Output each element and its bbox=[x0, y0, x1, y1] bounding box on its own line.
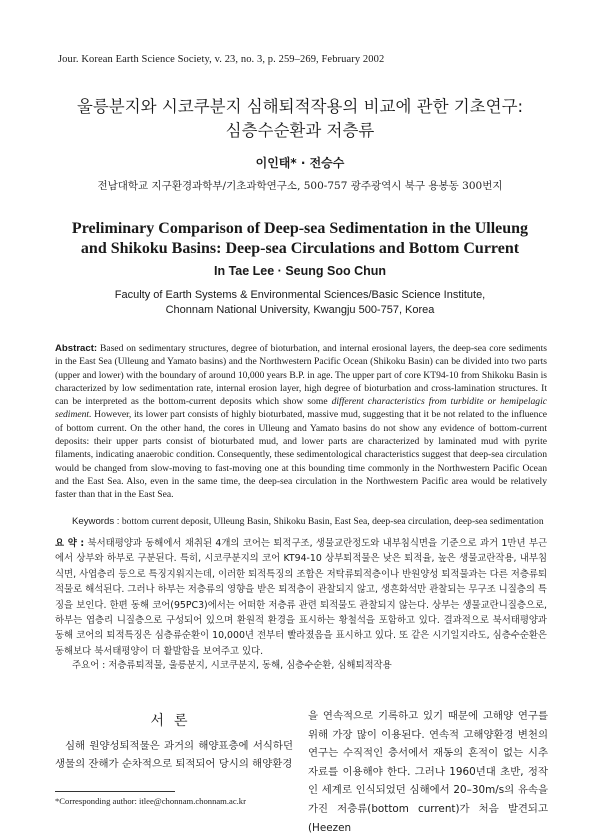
english-title-line1: Preliminary Comparison of Deep-sea Sedimentation in the Ulleung bbox=[71, 220, 529, 237]
korean-title-line2: 심층수순환과 저층류 bbox=[225, 121, 375, 140]
keywords-text: bottom current deposit, Ulleung Basin, Shikoku Basin, East Sea, deep-sea circulation, deep-sea sedimentation bbox=[119, 516, 544, 527]
english-title-line2: and Shikoku Basins: Deep-sea Circulations and Bottom Current bbox=[80, 240, 520, 257]
keywords-label: Keywords : bbox=[72, 516, 120, 527]
english-affiliation-line2: Chonnam National University, Kwangju 500-757, Korea bbox=[165, 304, 435, 316]
intro-paragraph-right: 을 연속적으로 기록하고 있기 때문에 고해양 연구를 위해 가장 많이 이용된다. 연속적 고해양환경 변천의 연구는 수직적인 층서에서 재동의 흔적이 없는 시추자료를 이용해야 한다. 그러나 1960년대 초반, 정작인 세계로 인식되었던 심해에서 20–30m/s의 유속을 가진 저층류(bottom current)가 처음 발견되고(Heezen bbox=[308, 710, 548, 834]
abstract-label: Abstract: bbox=[55, 343, 98, 354]
korean-title bbox=[0, 95, 600, 143]
korean-title-line1: 울릉분지와 시코쿠분지 심해퇴적작용의 비교에 관한 기초연구: bbox=[76, 97, 524, 116]
journal-citation: Jour. Korean Earth Science Society, v. 23, no. 3, p. 259–269, February 2002 bbox=[58, 54, 385, 65]
abstract-text-1: Based on sedimentary structures, degree of bioturbation, and internal erosional layers, the deep-sea core sediments in the East Sea (Ulleung and Yamato basins) and the Northwestern Pacific Ocean (Shikoku Basin) can be divided into two parts (upper and lower) with the boundary of around 10,000 years B.P. in age. The upper part of core KT94-10 from Shikoku Basin is characterized by low sedimentation rate, internal erosion layer, high degree of bioturbation and cross-lamination structures. It can be interpreted as the bottom-current deposits which show some bbox=[55, 343, 547, 408]
korean-authors: 이인태* · 전승수 bbox=[255, 156, 345, 170]
abstract bbox=[55, 342, 547, 502]
korean-summary-label: 요 약 : bbox=[55, 538, 85, 549]
intro-column-left bbox=[55, 737, 293, 773]
english-affiliation bbox=[0, 288, 600, 318]
corresponding-author-footnote: *Corresponding author: itlee@chonnam.chonnam.ac.kr bbox=[55, 796, 246, 806]
footnote-divider bbox=[55, 791, 175, 792]
english-authors: In Tae Lee · Seung Soo Chun bbox=[214, 264, 386, 278]
english-affiliation-line1: Faculty of Earth Systems & Environmental Sciences/Basic Science Institute, bbox=[114, 289, 486, 301]
abstract-italic: different characteristics from turbidite or hemipelagic sediment. bbox=[55, 396, 547, 421]
korean-affiliation: 전남대학교 지구환경과학부/기초과학연구소, 500-757 광주광역시 북구 용봉동 300번지 bbox=[97, 180, 503, 192]
section-heading-introduction: 서론 bbox=[150, 713, 198, 729]
korean-summary-text: 북서태평양과 동해에서 채취된 4개의 코어는 퇴적구조, 생물교란정도와 내부침식면을 기준으로 과거 1만년 부근에서 상부와 하부로 구분된다. 특히, 시코쿠분지의 코어 KT94-10 상부퇴적물은 낮은 퇴적율, 높은 생물교란작용, 내부침식면, 사엽층리 등으로 특징지워지는데, 이러한 퇴적특징의 조합은 저탁류퇴적층이나 반원양성 퇴적물과는 다른 저층류퇴적물로 해석된다. 그러나 하부는 저층류의 영향을 받은 퇴적층이 관찰되지 않고, 생흔화석만 관찰되는 무구조 니질층의 특징을 보인다. 한편 동해 코어(95PC3)에서는 어떠한 저층류 관련 퇴적물도 관찰되지 않는다. 상부는 생물교란니질층으로, 하부는 엽층리 니질층으로 구성되어 있으며 환원적 환경을 표시하는 황철석을 포함하고 있다. 결과적으로 북서태평양과 동해 코어의 퇴적특징은 심층류순환이 10,000년 전부터 빨라졌음을 표시하고 있다. 또 같은 시기일지라도, 심층수순환은 동해보다 북서태평양이 더 활발함을 보여주고 있다. bbox=[55, 538, 547, 657]
keywords bbox=[72, 516, 552, 527]
english-title bbox=[0, 219, 600, 259]
intro-paragraph-left: 심해 원양성퇴적물은 과거의 해양표층에 서식하던 생물의 잔해가 순차적으로 퇴적되어 당시의 해양환경 bbox=[55, 740, 293, 770]
korean-summary bbox=[55, 536, 547, 659]
abstract-text-2: However, its lower part consists of highly bioturbated, massive mud, suggesting that it be not related to the influence of bottom current. On the other hand, the cores in Ulleung and Yamato basins do not show any evidence of bottom-current deposits: their upper parts consist of bioturbated mud, and lower parts are characterized by laminated mud with pyrite filaments, indicating anaerobic condition. Consequently, these sedimentological characteristics suggest that deep-sea circulation would be changed from slow-moving to fast-moving one at this bounding time commonly in the Northwestern Pacific Ocean and the East Sea. Also, even in the same time, the deep-sea circulation in the Northwestern Pacific area would be relatively faster than that in the East Sea. bbox=[55, 409, 547, 501]
intro-column-right bbox=[308, 707, 548, 837]
korean-keywords: 주요어 : 저층류퇴적물, 울릉분지, 시코쿠분지, 동해, 심층수순환, 심해퇴적작용 bbox=[72, 660, 392, 671]
